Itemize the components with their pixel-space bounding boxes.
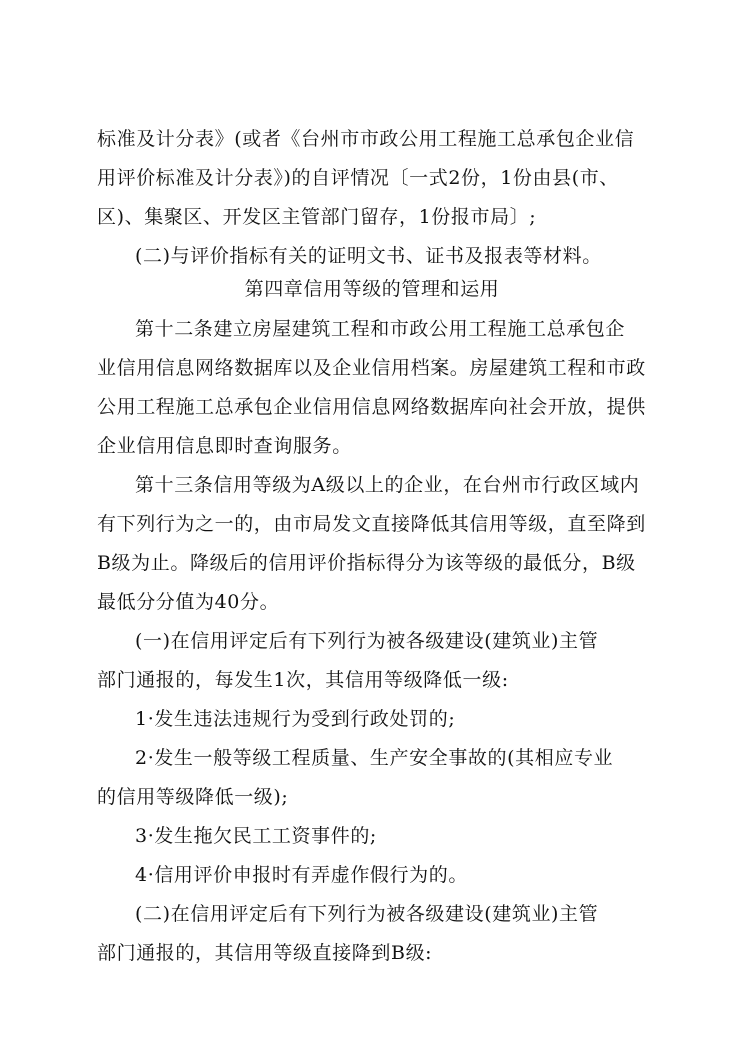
text-line: 标准及计分表》(或者《台州市市政公用工程施工总承包企业信 bbox=[97, 128, 635, 150]
text-line: B级为止。降级后的信用评价指标得分为该等级的最低分，B级 bbox=[97, 552, 636, 574]
text-line: 最低分分值为40分。 bbox=[97, 591, 280, 613]
list-item: (一)在信用评定后有下列行为被各级建设(建筑业)主管 bbox=[135, 630, 599, 652]
list-item: 2·发生一般等级工程质量、生产安全事故的(其相应专业 bbox=[135, 747, 614, 769]
text-line: 的信用等级降低一级); bbox=[97, 786, 289, 808]
article-12-paragraph: 第十二条建立房屋建筑工程和市政公用工程施工总承包企 bbox=[135, 318, 626, 340]
text-line: 部门通报的，其信用等级直接降到B级: bbox=[97, 942, 433, 964]
list-item: 4·信用评价申报时有弄虚作假行为的。 bbox=[135, 864, 468, 886]
text-line: 部门通报的，每发生1次，其信用等级降低一级: bbox=[97, 669, 509, 691]
list-item: 1·发生违法违规行为受到行政处罚的; bbox=[135, 708, 456, 730]
list-item: 3·发生拖欠民工工资事件的; bbox=[135, 825, 377, 847]
chapter-heading: 第四章信用等级的管理和运用 bbox=[244, 278, 500, 300]
list-item: (二)在信用评定后有下列行为被各级建设(建筑业)主管 bbox=[135, 903, 599, 925]
list-item: (二)与评价指标有关的证明文书、证书及报表等材料。 bbox=[135, 245, 602, 267]
text-line: 有下列行为之一的，由市局发文直接降低其信用等级，直至降到 bbox=[97, 513, 646, 535]
text-line: 企业信用信息即时查询服务。 bbox=[97, 435, 352, 457]
text-line: 业信用信息网络数据库以及企业信用档案。房屋建筑工程和市政 bbox=[97, 357, 646, 379]
text-line: 公用工程施工总承包企业信用信息网络数据库向社会开放，提供 bbox=[97, 396, 646, 418]
article-13-paragraph: 第十三条信用等级为A级以上的企业，在台州市行政区域内 bbox=[135, 474, 640, 496]
text-line: 用评价标准及计分表》)的自评情况〔一式2份，1份由县(市、 bbox=[97, 167, 619, 189]
text-line: 区)、集聚区、开发区主管部门留存，1份报市局〕; bbox=[97, 206, 537, 228]
